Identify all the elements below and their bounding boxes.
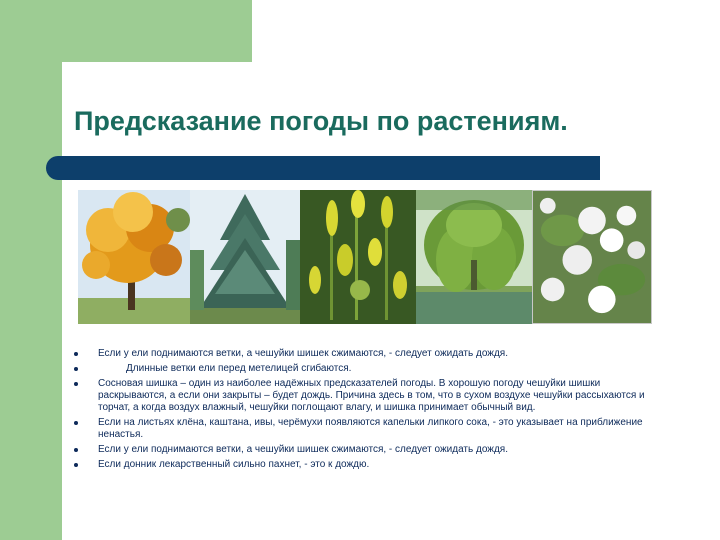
autumn-maple-photo <box>78 190 190 324</box>
list-item <box>74 444 664 456</box>
bullet-icon <box>74 367 78 371</box>
list-item-text: Если у ели поднимаются ветки, а чешуйки шишек сжимаются, - следует ожидать дождя. <box>98 444 508 455</box>
top-accent-block <box>0 0 252 62</box>
bullet-icon <box>74 382 78 386</box>
bullet-icon <box>74 448 78 452</box>
list-item <box>74 417 664 441</box>
list-item-text: Если у ели поднимаются ветки, а чешуйки шишек сжимаются, - следует ожидать дождя. <box>98 348 508 359</box>
list-item-text: Если на листьях клёна, каштана, ивы, черёмухи появляются капельки липкого сока, - это указывает на приближение ненастья. <box>98 417 643 440</box>
list-item <box>74 363 664 375</box>
plant-photo-strip <box>78 190 652 326</box>
list-item-text: Если донник лекарственный сильно пахнет, - это к дождю. <box>98 459 370 470</box>
spruce-photo <box>190 190 300 324</box>
slide-title: Предсказание погоды по растениям. <box>74 106 568 136</box>
list-item-text: Сосновая шишка – один из наиболее надёжных предсказателей погоды. В хорошую погоду чешуйки шишки раскрываются, а если они закрыты – будет дождь. Причина здесь в том, что в сухом воздухе чешуйки рассыхаются и торчат, а когда воздух влажный, чешуйки поглощают влагу, и шишка принимает обычный вид. <box>98 378 645 413</box>
list-item <box>74 378 664 414</box>
bullet-icon <box>74 421 78 425</box>
list-item <box>74 348 664 360</box>
bird-cherry-blossom-photo <box>532 190 652 324</box>
list-item-text: Длинные ветки ели перед метелицей сгибаются. <box>126 363 352 374</box>
list-item <box>74 459 664 471</box>
bullet-list <box>74 348 664 474</box>
sweet-clover-photo <box>300 190 416 324</box>
bullet-icon <box>74 463 78 467</box>
left-accent-strip <box>0 0 62 540</box>
willow-photo <box>416 190 532 324</box>
title-underline-bar <box>46 156 600 180</box>
bullet-icon <box>74 352 78 356</box>
